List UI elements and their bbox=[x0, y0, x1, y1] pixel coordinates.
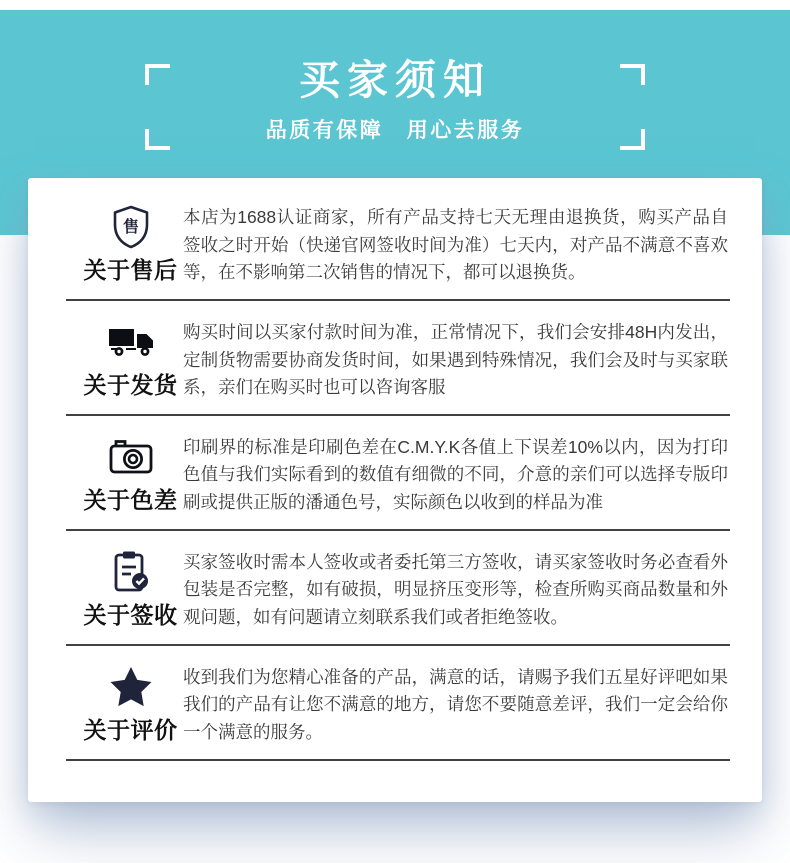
notice-section bbox=[28, 186, 762, 301]
section-icon-column bbox=[78, 663, 183, 745]
section-text: 买家签收时需本人签收或者委托第三方签收，请买家签收时务必查看外包装是否完整，如有破损，明显挤压变形等，检查所购买商品数量和外观问题，如有问题请立刻联系我们或者拒绝签收。 bbox=[183, 551, 728, 628]
svg-text:售: 售 bbox=[122, 219, 139, 236]
star-icon bbox=[109, 665, 153, 709]
section-icon-column bbox=[78, 203, 183, 285]
section-divider bbox=[66, 759, 730, 761]
notice-card bbox=[28, 178, 762, 802]
page-title: 买家须知 bbox=[299, 57, 491, 103]
section-text: 购买时间以买家付款时间为准，正常情况下，我们会安排48H内发出，定制货物需要协商发货时间，如果遇到特殊情况，我们会及时与买家联系，亲们在购买时也可以咨询客服 bbox=[183, 321, 728, 398]
section-label: 关于发货 bbox=[83, 371, 178, 398]
camera-icon bbox=[108, 435, 154, 479]
truck-icon bbox=[106, 320, 156, 364]
top-margin-strip bbox=[0, 0, 790, 10]
shield-sale-icon bbox=[111, 205, 151, 249]
section-icon-column bbox=[78, 548, 183, 630]
section-text: 本店为1688认证商家，所有产品支持七天无理由退换货，购买产品自签收之时开始（快递官网签收时间为准）七天内，对产品不满意不喜欢等，在不影响第二次销售的情况下，都可以退换货。 bbox=[183, 207, 728, 283]
section-text: 印刷界的标准是印刷色差在C.M.Y.K各值上下误差10%以内，因为打印色值与我们实际看到的数值有细微的不同，介意的亲们可以选择专版印刷或提供正版的潘通色号，实际颜色以收到的样品为准 bbox=[183, 436, 728, 513]
clipboard-check-icon bbox=[110, 550, 152, 594]
section-label: 关于评价 bbox=[83, 716, 178, 743]
notice-section bbox=[28, 531, 762, 646]
section-text: 收到我们为您精心准备的产品，满意的话，请赐予我们五星好评吧如果我们的产品有让您不满意的地方，请您不要随意差评，我们一定会给你一个满意的服务。 bbox=[183, 666, 728, 742]
notice-section bbox=[28, 301, 762, 416]
page-subtitle: 品质有保障 用心去服务 bbox=[265, 119, 525, 142]
section-icon-column bbox=[78, 433, 183, 515]
section-label: 关于色差 bbox=[83, 486, 178, 513]
section-icon-column bbox=[78, 318, 183, 400]
section-label: 关于售后 bbox=[83, 257, 178, 283]
notice-section bbox=[28, 416, 762, 531]
notice-section bbox=[28, 646, 762, 761]
section-label: 关于签收 bbox=[83, 601, 178, 628]
